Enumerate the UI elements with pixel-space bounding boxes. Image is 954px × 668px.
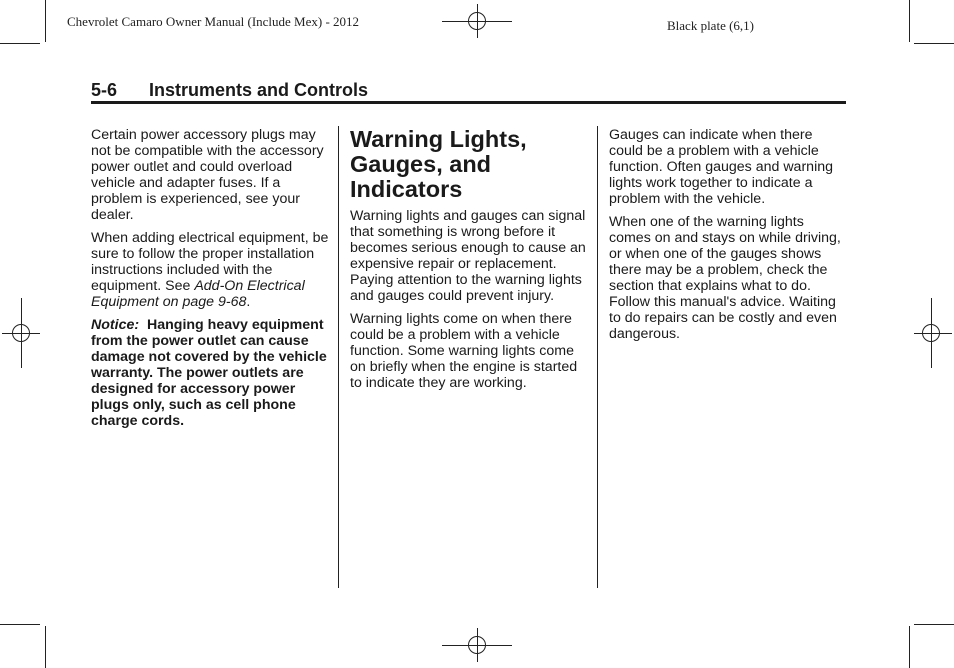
crop-mark-bottom-left-vertical xyxy=(45,626,46,668)
paragraph-text: When adding electrical equipment, be sure to follow the proper installation instructions included with the equipment. See xyxy=(91,230,329,294)
crop-mark-top-right-horizontal xyxy=(914,43,954,44)
column-separator-1 xyxy=(338,126,339,588)
section-rule xyxy=(91,101,846,104)
paragraph: Warning lights come on when there could be a problem with a vehicle function. Some warning lights come on briefly when the engine is started to indicate they are working. xyxy=(350,311,578,391)
crop-mark-bottom-right-vertical xyxy=(909,626,910,668)
paragraph: Warning lights and gauges can signal that something is wrong before it becomes serious enough to cause an expensive repair or replacement. Paying attention to the warning lights and gauges could prevent injury. xyxy=(350,208,586,304)
column-3 xyxy=(609,127,849,349)
column-1 xyxy=(91,127,331,436)
notice-text: Hanging heavy equipment from the power outlet can cause damage not covered by the vehicle warranty. The power outlets are designed for accessory power plugs only, such as cell phone charge cords. xyxy=(91,317,327,429)
notice-label: Notice: xyxy=(91,317,140,333)
crop-mark-top-right-vertical xyxy=(909,0,910,42)
column-separator-2 xyxy=(597,126,598,588)
crop-mark-bottom-left-horizontal xyxy=(0,624,40,625)
paragraph: When one of the warning lights comes on and stays on while driving, or when one of the gauges shows there may be a problem, check the section that explains what to do. Follow this manual's advice. Waiting to do repairs can be costly and even dangerous. xyxy=(609,214,841,342)
running-header-plate: Black plate (6,1) xyxy=(667,18,754,33)
notice xyxy=(91,317,331,429)
crop-mark-top-left-vertical xyxy=(45,0,46,42)
section-number: 5-6 xyxy=(91,80,118,100)
crop-mark-top-left-horizontal xyxy=(0,43,40,44)
section-title: Instruments and Controls xyxy=(149,80,369,100)
cross-reference-link[interactable]: Add-On Electrical Equipment on page 9-68 xyxy=(91,278,305,310)
paragraph: Certain power accessory plugs may not be compatible with the accessory power outlet and could overload vehicle and adapter fuses. If a problem is experienced, see your dealer. xyxy=(91,127,324,223)
paragraph xyxy=(91,230,331,310)
section-header xyxy=(91,80,846,102)
subsection-heading: Warning Lights, Gauges, and Indicators xyxy=(350,126,527,202)
column-2 xyxy=(350,127,590,398)
paragraph: Gauges can indicate when there could be a problem with a vehicle function. Often gauges and warning lights work together to indicate a problem with the vehicle. xyxy=(609,127,834,207)
crop-mark-bottom-right-horizontal xyxy=(914,624,954,625)
running-header-title: Chevrolet Camaro Owner Manual (Include Mex) - 2012 xyxy=(67,14,360,29)
paragraph-end: . xyxy=(246,294,251,310)
